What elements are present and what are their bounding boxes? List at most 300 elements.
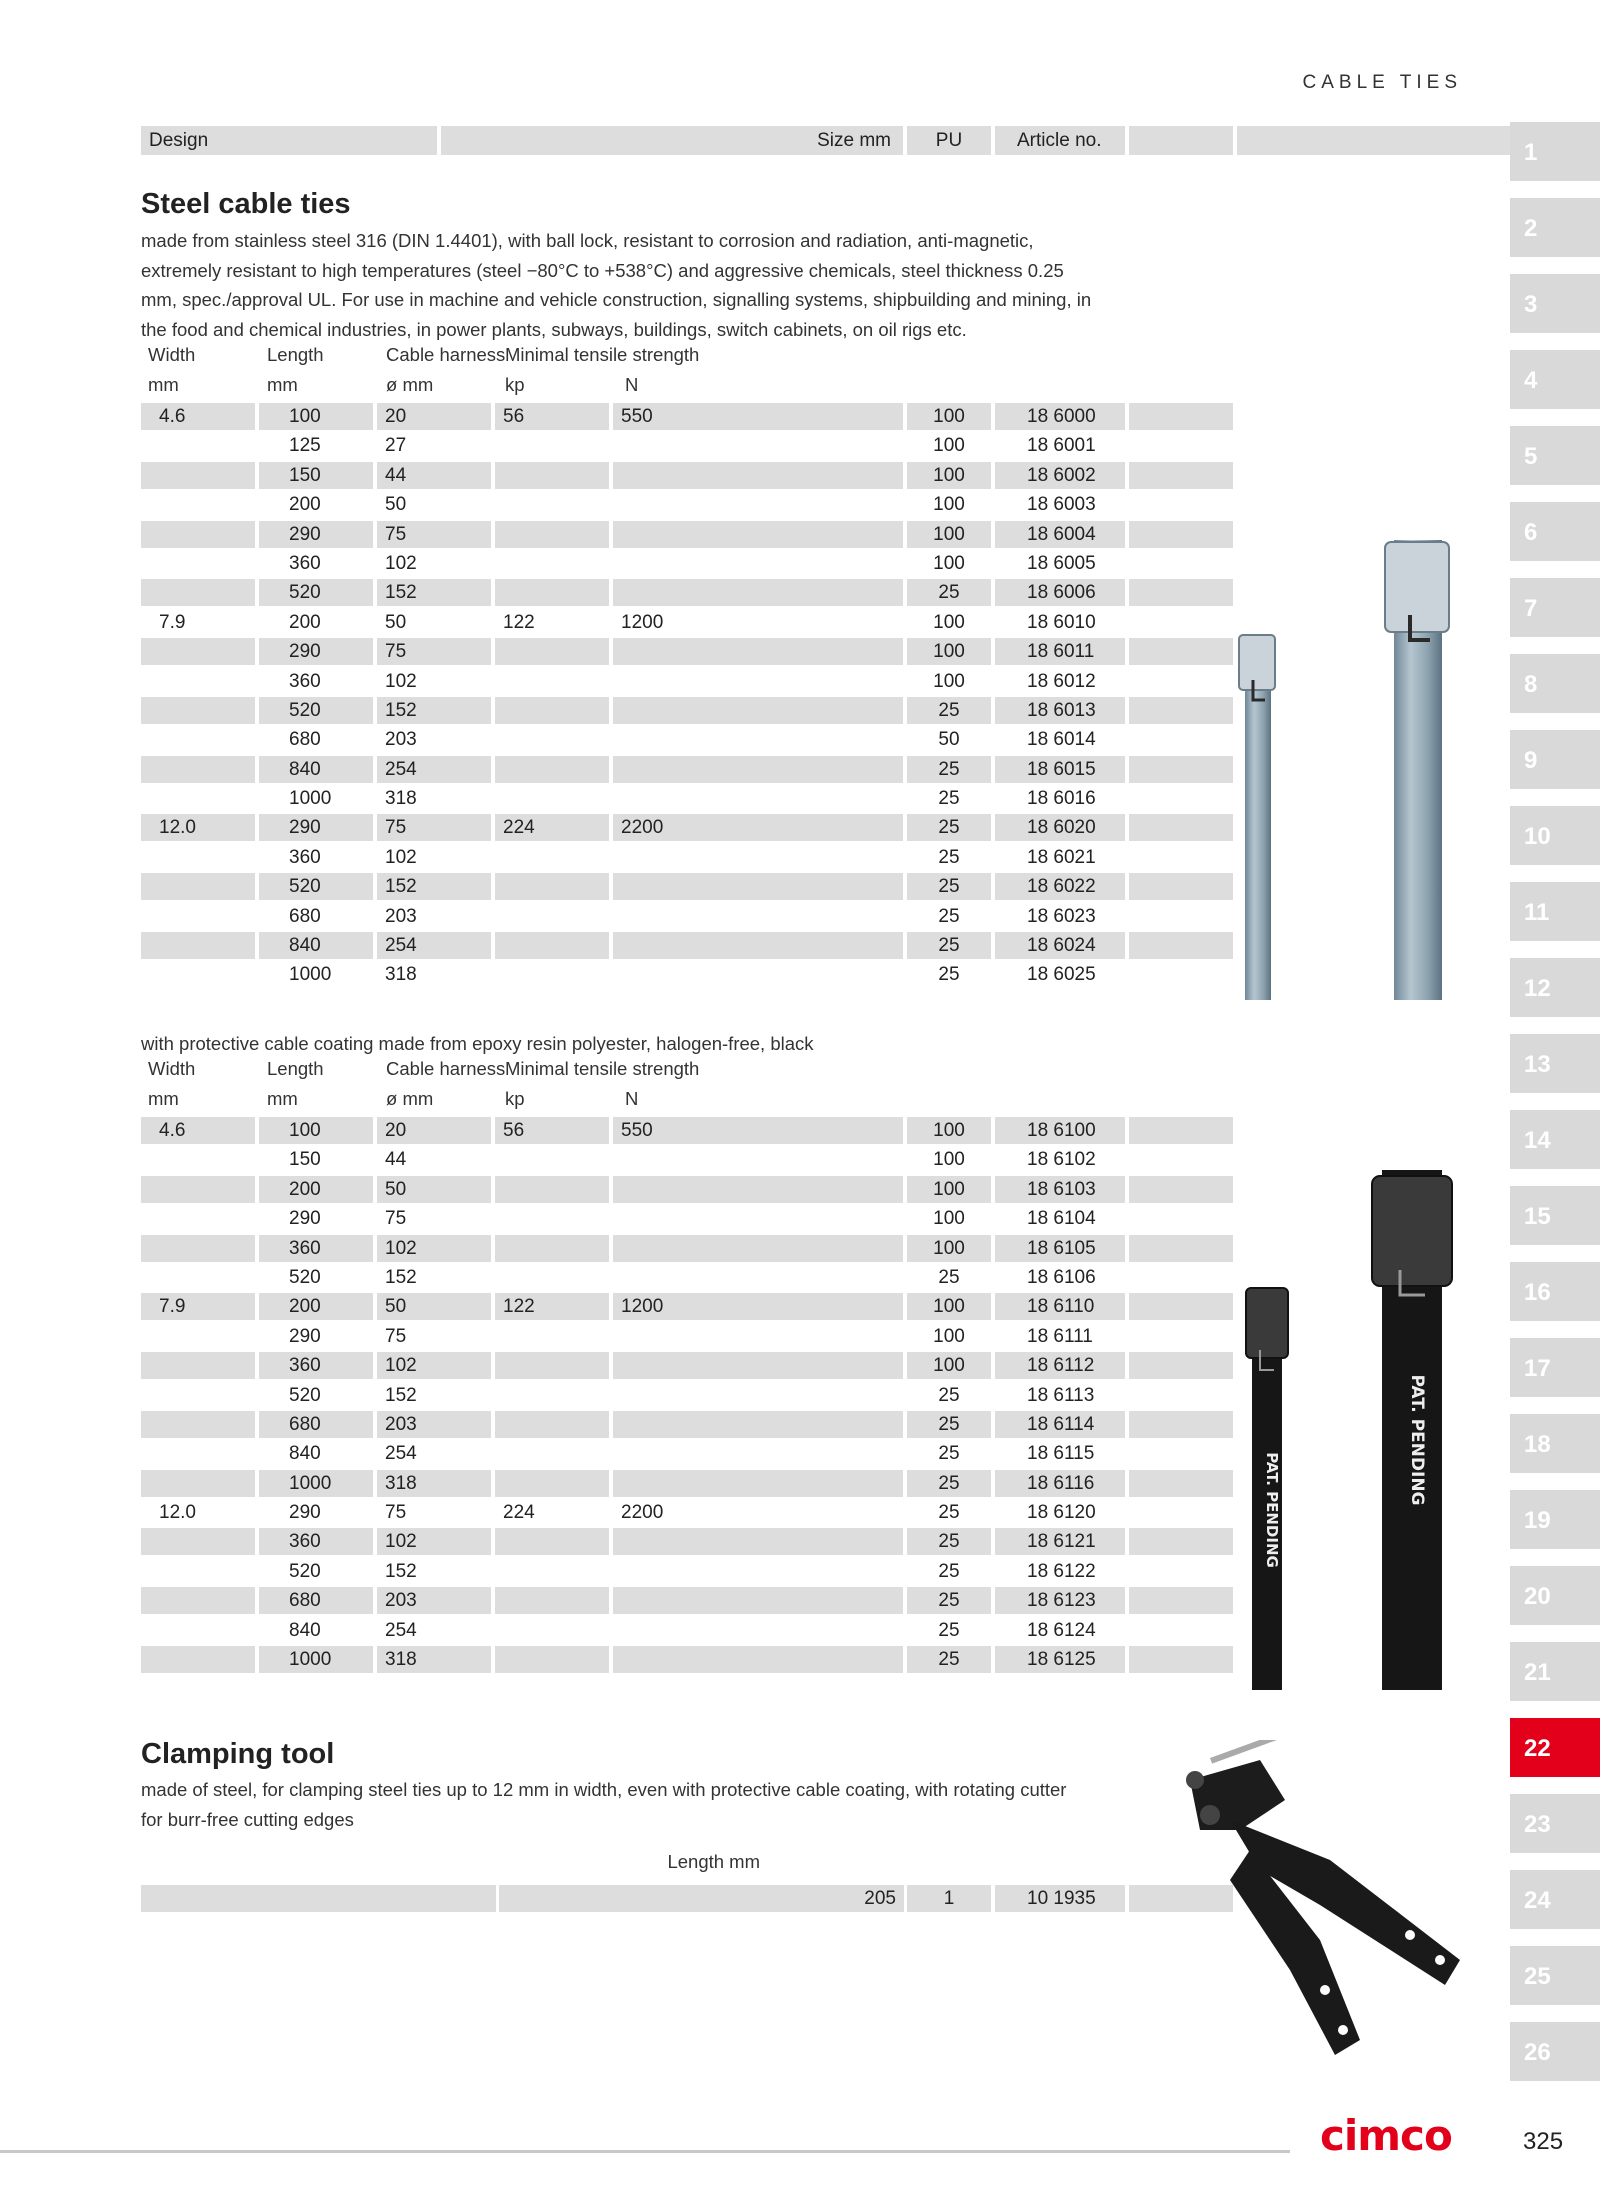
col-label-length: Length [267, 1058, 324, 1079]
cell-width [141, 1558, 255, 1585]
chapter-tab-16[interactable]: 16 [1510, 1262, 1600, 1321]
cell-blank [1129, 638, 1233, 665]
cell-pu: 25 [907, 1411, 991, 1438]
cell-kp [495, 1146, 609, 1173]
col-unit: mm [267, 374, 298, 395]
section1-column-labels [0, 344, 1100, 404]
cell-article: 18 6106 [1027, 1266, 1096, 1288]
cell-kp [495, 550, 609, 577]
col-unit: mm [148, 374, 179, 395]
cell-kp [495, 726, 609, 753]
cell-pu: 100 [933, 611, 965, 633]
cell-kp [495, 873, 609, 900]
table-row [141, 1116, 1094, 1145]
table-row [141, 725, 1094, 754]
cell-article: 18 6003 [1027, 494, 1096, 516]
cell-blank [1129, 785, 1233, 812]
cell-article: 18 6015 [995, 756, 1125, 783]
cell-harness: 203 [385, 905, 417, 927]
cell-pu: 1 [907, 1885, 991, 1912]
cell-n [613, 579, 903, 606]
cell-length: 100 [259, 403, 373, 430]
cell-width [141, 1264, 255, 1291]
cell-kp [495, 1528, 609, 1555]
cell-article: 18 6124 [1027, 1619, 1096, 1641]
cell-width [141, 462, 255, 489]
chapter-tab-24[interactable]: 24 [1510, 1870, 1600, 1929]
cell-length: 290 [289, 1208, 321, 1230]
table-row [141, 549, 1094, 578]
cell-blank [1129, 1617, 1233, 1644]
cell-article: 18 6000 [995, 403, 1125, 430]
cell-harness: 75 [377, 521, 491, 548]
cell-blank [1129, 756, 1233, 783]
cell-length: 520 [259, 873, 373, 900]
cell-kp [495, 521, 609, 548]
desc-line: extremely resistant to high temperatures (steel −80°C to +538°C) and aggressive chemicals, steel thickness 0.25 [141, 259, 1064, 281]
cell-blank [1129, 579, 1233, 606]
cell-length: 360 [259, 1352, 373, 1379]
cell-width [141, 785, 255, 812]
chapter-tab-20[interactable]: 20 [1510, 1566, 1600, 1625]
cell-blank [1129, 903, 1233, 930]
table-row [141, 1469, 1094, 1498]
cell-width [141, 1176, 255, 1203]
cell-length: 520 [289, 1266, 321, 1288]
chapter-tab-12[interactable]: 12 [1510, 958, 1600, 1017]
cell-n: 550 [613, 1117, 903, 1144]
section1-description [141, 226, 1101, 344]
cell-kp: 122 [503, 611, 535, 633]
cell-blank [1129, 1117, 1233, 1144]
cell-kp [495, 1617, 609, 1644]
col-label-width: Width [148, 344, 196, 365]
running-title: CABLE TIES [1302, 72, 1462, 93]
cell-article: 18 6011 [995, 638, 1125, 665]
cell-n [613, 491, 903, 518]
table-row [141, 813, 1094, 842]
cell-length: 200 [289, 494, 321, 516]
cell-pu: 25 [938, 905, 960, 927]
table-row [141, 1351, 1094, 1380]
table-row [141, 843, 1094, 872]
cell-length: 680 [289, 905, 321, 927]
cell-width [141, 1382, 255, 1409]
cell-n [613, 873, 903, 900]
table-row [141, 1234, 1094, 1263]
cell-n [613, 638, 903, 665]
chapter-tab-26[interactable]: 26 [1510, 2022, 1600, 2081]
cell-pu: 100 [933, 494, 965, 516]
cell-blank [1129, 1323, 1233, 1350]
chapter-tab-25[interactable]: 25 [1510, 1946, 1600, 2005]
cell-harness: 152 [377, 579, 491, 606]
cell-blank [1129, 1470, 1233, 1497]
cell-pu: 25 [907, 1646, 991, 1673]
chapter-tab-7[interactable]: 7 [1510, 578, 1600, 637]
cell-article: 18 6104 [1027, 1208, 1096, 1230]
cell-width [141, 1352, 255, 1379]
chapter-tab-13[interactable]: 13 [1510, 1034, 1600, 1093]
cell-blank [1129, 697, 1233, 724]
cell-pu: 100 [933, 670, 965, 692]
cell-n [613, 1205, 903, 1232]
footer-line [0, 2150, 1290, 2153]
table-row [141, 608, 1094, 637]
steel-cable-ties-table [141, 402, 1094, 990]
cell-article: 18 6013 [995, 697, 1125, 724]
cell-width [141, 873, 255, 900]
table-row [141, 1410, 1094, 1439]
cell-n [613, 697, 903, 724]
header-article: Article no. [995, 126, 1125, 155]
chapter-tab-4[interactable]: 4 [1510, 350, 1600, 409]
cell-harness: 50 [377, 1293, 491, 1320]
chapter-tab-9[interactable]: 9 [1510, 730, 1600, 789]
col-label-cable-harness: Cable harness [386, 344, 506, 365]
chapter-tab-14[interactable]: 14 [1510, 1110, 1600, 1169]
cell-width [141, 638, 255, 665]
cell-width [141, 1235, 255, 1262]
cell-article: 18 6100 [995, 1117, 1125, 1144]
cell-width [141, 579, 255, 606]
page-number: 325 [1523, 2128, 1564, 2155]
cell-blank [1129, 403, 1233, 430]
cell-n [613, 550, 903, 577]
cell-article: 18 6010 [1027, 611, 1096, 633]
section2-column-labels [0, 1058, 1100, 1118]
cell-n [613, 1323, 903, 1350]
cell-width [141, 1528, 255, 1555]
cell-article: 18 6014 [1027, 729, 1096, 751]
table-row [141, 1645, 1094, 1674]
header-blank [1129, 126, 1233, 155]
cell-blank [1129, 1146, 1233, 1173]
table-row [141, 1586, 1094, 1615]
cell-pu: 25 [938, 964, 960, 986]
cell-blank [1129, 726, 1233, 753]
cell-pu: 25 [938, 1502, 960, 1524]
cell-harness: 20 [377, 403, 491, 430]
cell-length: 1000 [289, 964, 332, 986]
table-row [141, 667, 1094, 696]
cell-n [613, 726, 903, 753]
cell-article: 18 6016 [1027, 788, 1096, 810]
cell-blank [1129, 1587, 1233, 1614]
chapter-tab-21[interactable]: 21 [1510, 1642, 1600, 1701]
desc-line: made from stainless steel 316 (DIN 1.4401), with ball lock, resistant to corrosion and radiation, anti-magnetic, [141, 230, 1034, 251]
cell-article: 18 6002 [995, 462, 1125, 489]
table-row [141, 1527, 1094, 1556]
cell-harness: 50 [385, 494, 407, 516]
cell-pu: 100 [933, 1325, 965, 1347]
cell-n [613, 1146, 903, 1173]
cell-article: 18 6022 [995, 873, 1125, 900]
cell-width [141, 1440, 255, 1467]
cell-harness: 203 [385, 729, 417, 751]
cell-kp [495, 1470, 609, 1497]
cell-width: 7.9 [141, 1293, 255, 1320]
cell-article: 18 6115 [1027, 1443, 1095, 1465]
cell-pu: 25 [938, 1619, 960, 1641]
chapter-tab-2[interactable]: 2 [1510, 198, 1600, 257]
col-unit: kp [505, 374, 525, 395]
col-label-length-mm: Length mm [667, 1851, 760, 1872]
cell-width: 4.6 [141, 1117, 255, 1144]
cell-width [141, 1205, 255, 1232]
cell-pu: 25 [907, 1587, 991, 1614]
cell-article: 18 6121 [995, 1528, 1125, 1555]
cell-length: 290 [289, 1502, 321, 1524]
cell-length: 520 [259, 697, 373, 724]
cell-article: 18 6125 [995, 1646, 1125, 1673]
cell-width: 12.0 [159, 1502, 196, 1524]
table-header-bar [141, 126, 1461, 155]
cell-width: 4.6 [141, 403, 255, 430]
cell-harness: 318 [377, 1646, 491, 1673]
cell-length: 1000 [259, 1646, 373, 1673]
cell-pu: 100 [907, 1176, 991, 1203]
cell-n [613, 462, 903, 489]
table-row [141, 1204, 1094, 1233]
cell-length: 680 [289, 729, 321, 751]
cell-blank [1129, 1646, 1233, 1673]
table-row [141, 1322, 1094, 1351]
section2-description: with protective cable coating made from epoxy resin polyester, halogen-free, black [141, 1033, 814, 1054]
cell-kp: 56 [495, 403, 609, 430]
logo-text: cimco [1320, 2111, 1452, 2160]
cell-n [613, 785, 903, 812]
cell-length: 290 [259, 521, 373, 548]
table-row [141, 1263, 1094, 1292]
cell-pu: 25 [938, 1443, 960, 1465]
cell-harness: 102 [377, 1528, 491, 1555]
cell-article: 18 6113 [1027, 1384, 1095, 1406]
table-row [141, 960, 1094, 989]
cell-kp [495, 1382, 609, 1409]
cell-width [141, 1617, 255, 1644]
table-row [141, 1884, 1094, 1913]
chapter-tab-10[interactable]: 10 [1510, 806, 1600, 865]
chapter-tab-17[interactable]: 17 [1510, 1338, 1600, 1397]
cell-kp: 56 [495, 1117, 609, 1144]
cell-length: 150 [259, 462, 373, 489]
cell-article: 18 6001 [1027, 435, 1096, 457]
cell-n [613, 1176, 903, 1203]
cell-length: 840 [289, 1443, 321, 1465]
cell-pu: 25 [938, 1384, 960, 1406]
desc-line: for burr-free cutting edges [141, 1808, 354, 1830]
table-row [141, 431, 1094, 460]
cell-blank [1129, 550, 1233, 577]
cell-pu: 100 [907, 1352, 991, 1379]
col-label-tensile: Minimal tensile strength [505, 344, 700, 365]
cell-article: 18 6025 [1027, 964, 1096, 986]
cell-length: 360 [289, 670, 321, 692]
cell-kp [495, 462, 609, 489]
table-row [141, 755, 1094, 784]
col-label-length: Length [267, 344, 324, 365]
cell-blank [1129, 1264, 1233, 1291]
cell-kp [495, 844, 609, 871]
col-unit: ø mm [386, 1088, 434, 1109]
cell-pu: 100 [933, 435, 965, 457]
cell-pu: 25 [907, 579, 991, 606]
cell-pu: 25 [907, 1528, 991, 1555]
cell-width [141, 432, 255, 459]
cell-pu: 25 [907, 697, 991, 724]
table-row [141, 637, 1094, 666]
cell-harness: 75 [377, 638, 491, 665]
cell-n: 1200 [621, 611, 664, 633]
chapter-tab-3[interactable]: 3 [1510, 274, 1600, 333]
cell-kp [495, 1205, 609, 1232]
cell-harness: 152 [377, 697, 491, 724]
cell-blank [1129, 961, 1233, 988]
cell-pu: 25 [907, 756, 991, 783]
cell-blank [1129, 521, 1233, 548]
section-title-steel-cable-ties: Steel cable ties [141, 188, 351, 220]
chapter-tab-15[interactable]: 15 [1510, 1186, 1600, 1245]
cell-kp [495, 432, 609, 459]
chapter-tab-8[interactable]: 8 [1510, 654, 1600, 713]
cell-article: 18 6110 [995, 1293, 1125, 1320]
cell-harness: 254 [385, 1619, 417, 1641]
cell-harness: 102 [385, 552, 417, 574]
cell-n [613, 668, 903, 695]
cell-width: 12.0 [141, 814, 255, 841]
cell-pu: 25 [938, 1560, 960, 1582]
cell-blank [1129, 491, 1233, 518]
cell-pu: 100 [907, 403, 991, 430]
chapter-tab-23[interactable]: 23 [1510, 1794, 1600, 1853]
cell-length: 840 [289, 1619, 321, 1641]
clamping-tool-table [141, 1884, 1094, 1913]
cell-article: 18 6024 [995, 932, 1125, 959]
cell-n [613, 961, 903, 988]
cell-kp [495, 903, 609, 930]
cell-length: 200 [289, 611, 321, 633]
cell-length: 360 [259, 1235, 373, 1262]
chapter-tab-22[interactable]: 22 [1510, 1718, 1600, 1777]
cell-pu: 100 [907, 1117, 991, 1144]
coated-cable-ties-table [141, 1116, 1094, 1674]
desc-line: made of steel, for clamping steel ties up to 12 mm in width, even with protective cable coating, with rotating cutter [141, 1779, 1067, 1800]
cell-article: 18 6004 [995, 521, 1125, 548]
clamping-tool-image [1110, 1740, 1480, 2070]
cell-harness: 50 [377, 1176, 491, 1203]
cell-blank [1129, 1205, 1233, 1232]
chapter-tab-11[interactable]: 11 [1510, 882, 1600, 941]
chapter-tab-5[interactable]: 5 [1510, 426, 1600, 485]
cell-width [141, 1146, 255, 1173]
cell-n [613, 1587, 903, 1614]
chapter-tab-1[interactable]: 1 [1510, 122, 1600, 181]
cell-width [141, 521, 255, 548]
cell-harness: 254 [377, 756, 491, 783]
cell-blank [1129, 1176, 1233, 1203]
chapter-tab-6[interactable]: 6 [1510, 502, 1600, 561]
cell-kp [495, 961, 609, 988]
cell-article: 18 6020 [995, 814, 1125, 841]
cell-n [613, 521, 903, 548]
cell-article: 18 6006 [995, 579, 1125, 606]
cell-pu: 100 [907, 1293, 991, 1320]
cell-length: 290 [289, 1325, 321, 1347]
cell-kp [495, 785, 609, 812]
chapter-tab-19[interactable]: 19 [1510, 1490, 1600, 1549]
cell-article: 18 6103 [995, 1176, 1125, 1203]
cell-pu: 100 [907, 462, 991, 489]
cell-blank [1129, 844, 1233, 871]
section3-description [141, 1775, 1101, 1834]
cell-kp [495, 1646, 609, 1673]
cell-blank [1129, 1382, 1233, 1409]
cell-n [613, 756, 903, 783]
cell-harness: 102 [377, 1235, 491, 1262]
cell-length: 520 [289, 1560, 321, 1582]
table-row [141, 696, 1094, 725]
chapter-tab-18[interactable]: 18 [1510, 1414, 1600, 1473]
cell-width [141, 668, 255, 695]
cell-pu: 25 [938, 788, 960, 810]
cell-harness: 44 [385, 1149, 407, 1171]
cell-kp: 122 [495, 1293, 609, 1320]
table-row [141, 1381, 1094, 1410]
cell-harness: 102 [385, 670, 417, 692]
col-unit: mm [267, 1088, 298, 1109]
cell-width [141, 1587, 255, 1614]
chapter-tabs [1510, 122, 1600, 2098]
cell-harness: 102 [377, 1352, 491, 1379]
cell-length: 205 [499, 1885, 904, 1912]
steel-cable-tie-image [1235, 540, 1455, 1000]
cell-article: 18 6120 [1027, 1502, 1096, 1524]
cell-harness: 20 [377, 1117, 491, 1144]
pat-pending-label: PAT. PENDING [1407, 1374, 1427, 1506]
header-pu: PU [907, 126, 991, 155]
cell-length: 290 [259, 814, 373, 841]
cell-kp [495, 1264, 609, 1291]
cell-pu: 100 [907, 638, 991, 665]
cell-blank [141, 1885, 496, 1912]
cell-kp: 224 [503, 1502, 535, 1524]
cell-blank [1129, 873, 1233, 900]
cell-article: 10 1935 [995, 1885, 1125, 1912]
cell-pu: 100 [933, 1149, 965, 1171]
cell-harness: 318 [377, 1470, 491, 1497]
cell-blank [1129, 462, 1233, 489]
cell-harness: 75 [385, 1208, 407, 1230]
cell-kp [495, 697, 609, 724]
cell-kp [495, 638, 609, 665]
col-unit: mm [148, 1088, 179, 1109]
cell-blank [1129, 1293, 1233, 1320]
cell-harness: 75 [377, 814, 491, 841]
cell-article: 18 6012 [1027, 670, 1096, 692]
cell-kp [495, 1411, 609, 1438]
cell-blank [1129, 932, 1233, 959]
cell-harness: 75 [385, 1502, 407, 1524]
cell-width [141, 932, 255, 959]
cell-kp [495, 1440, 609, 1467]
cell-harness: 27 [385, 435, 407, 457]
cell-length: 290 [259, 638, 373, 665]
table-row [141, 1439, 1094, 1468]
table-row [141, 1175, 1094, 1204]
cell-width: 7.9 [159, 611, 186, 633]
cell-n [613, 1352, 903, 1379]
